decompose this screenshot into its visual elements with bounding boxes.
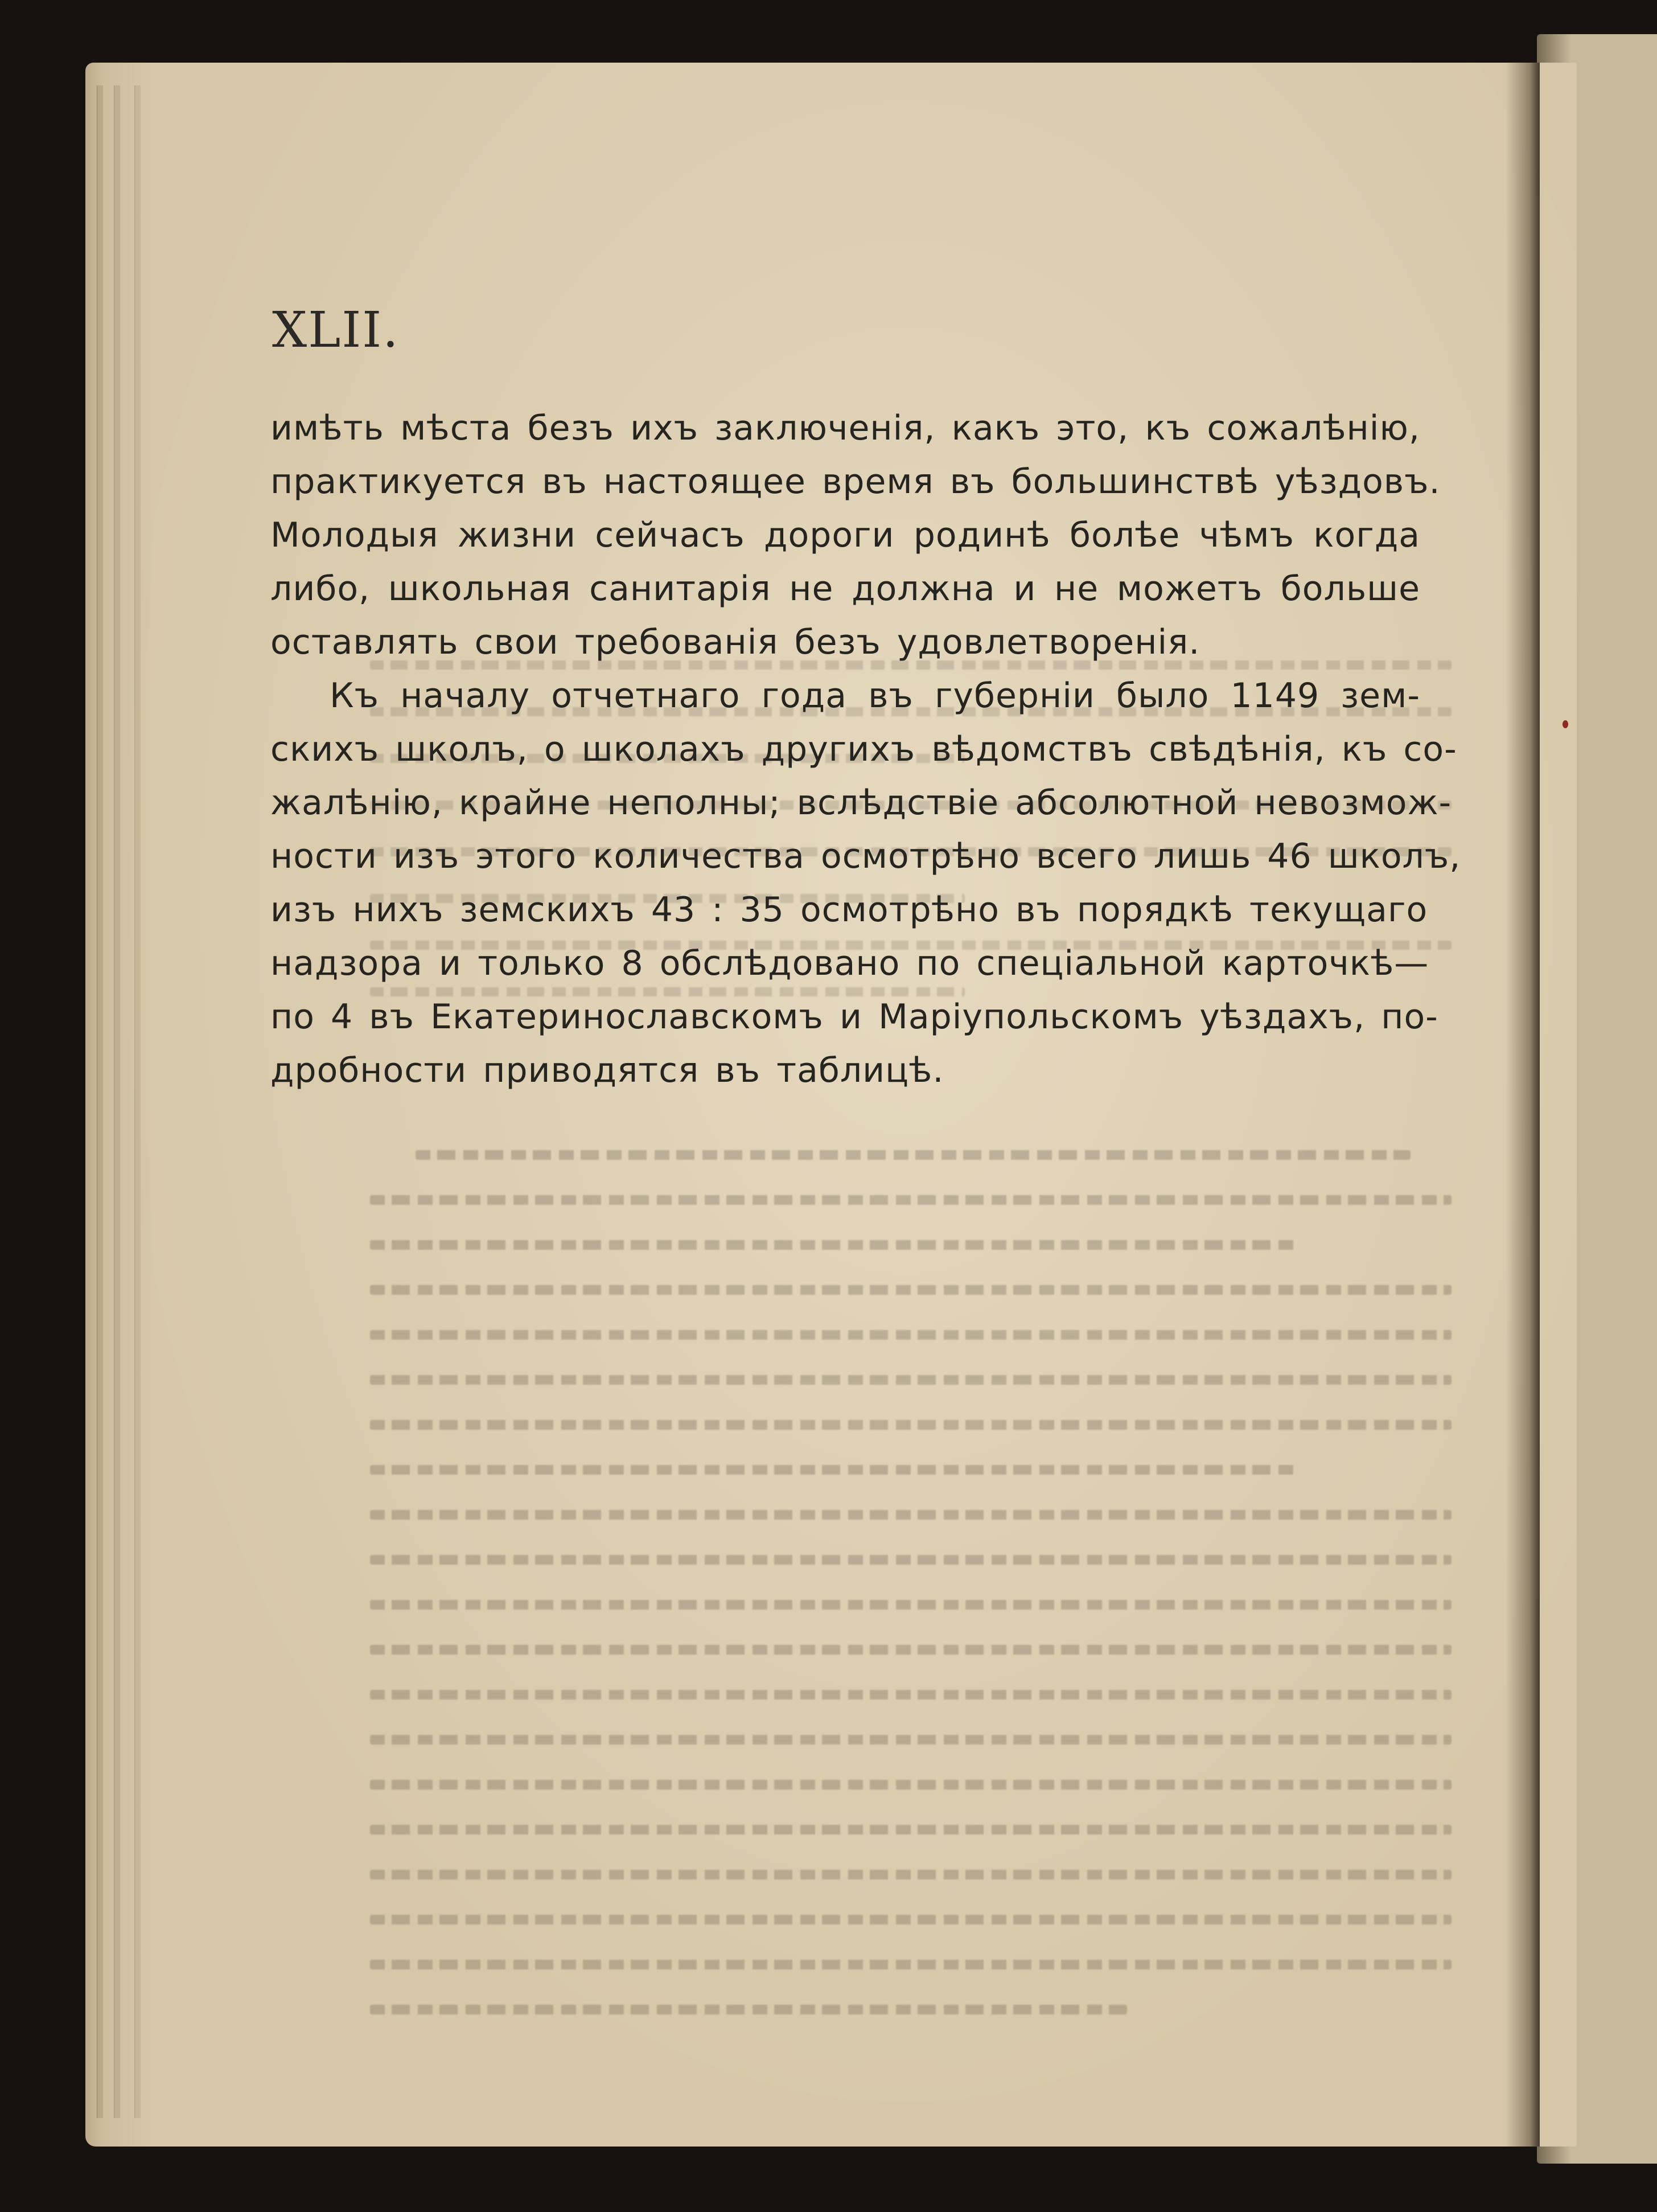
show-through-line	[370, 1735, 1452, 1745]
text-line: практикуется въ настоящее время въ большинствѣ уѣздовъ.	[270, 462, 1441, 502]
text-line: дробности приводятся въ таблицѣ.	[270, 1050, 944, 1090]
show-through-line	[370, 1420, 1452, 1430]
show-through-line	[370, 1375, 1452, 1385]
text-line: ности изъ этого количества осмотрѣно всего лишь 46 школъ,	[270, 836, 1461, 876]
show-through-line	[370, 1645, 1452, 1655]
show-through-line	[370, 1780, 1452, 1790]
text-line: жалѣнію, крайне неполны; вслѣдствіе абсолютной невозмож-	[270, 783, 1452, 823]
page-edge	[97, 85, 103, 2118]
show-through-line	[370, 2005, 1127, 2014]
text-line: надзора и только 8 обслѣдовано по спеціальной карточкѣ—	[270, 943, 1429, 983]
show-through-line	[416, 1150, 1411, 1160]
text-line: либо, школьная санитарія не должна и не можетъ больше	[270, 569, 1420, 609]
ink-speck	[1563, 720, 1568, 728]
text-line: скихъ школъ, о школахъ другихъ вѣдомствъ свѣдѣнія, къ со-	[270, 729, 1457, 769]
text-line: имѣть мѣста безъ ихъ заключенія, какъ это, къ сожалѣнію,	[270, 408, 1420, 448]
show-through-line	[370, 1870, 1452, 1879]
text-line: по 4 въ Екатеринославскомъ и Маріупольскомъ уѣздахъ, по-	[270, 997, 1438, 1037]
text-line: оставлять свои требованія безъ удовлетворенія.	[270, 622, 1200, 662]
show-through-line	[370, 1960, 1452, 1969]
body-text	[270, 401, 1461, 1097]
show-through-line	[370, 1915, 1452, 1924]
show-through-line	[370, 1465, 1300, 1475]
show-through-line	[370, 1600, 1452, 1610]
text-line: Молодыя жизни сейчасъ дороги родинѣ болѣе чѣмъ когда	[270, 515, 1420, 555]
show-through-line	[370, 1285, 1452, 1295]
show-through-line	[370, 1690, 1452, 1700]
show-through-line	[370, 1195, 1452, 1205]
show-through-line	[370, 1240, 1300, 1250]
show-through-line	[370, 1555, 1452, 1565]
text-line: Къ началу отчетнаго года въ губерніи было 1149 зем-	[330, 676, 1420, 716]
show-through-line	[370, 1330, 1452, 1340]
text-line: изъ нихъ земскихъ 43 : 35 осмотрѣно въ порядкѣ текущаго	[270, 890, 1428, 930]
page-edge	[134, 85, 141, 2118]
page-number: XLII.	[272, 302, 400, 359]
show-through-line	[370, 1510, 1452, 1520]
binding-gutter	[1506, 63, 1540, 2147]
show-through-line	[370, 1825, 1452, 1835]
page-edge	[114, 85, 120, 2118]
show-through-text	[370, 1150, 1452, 2186]
